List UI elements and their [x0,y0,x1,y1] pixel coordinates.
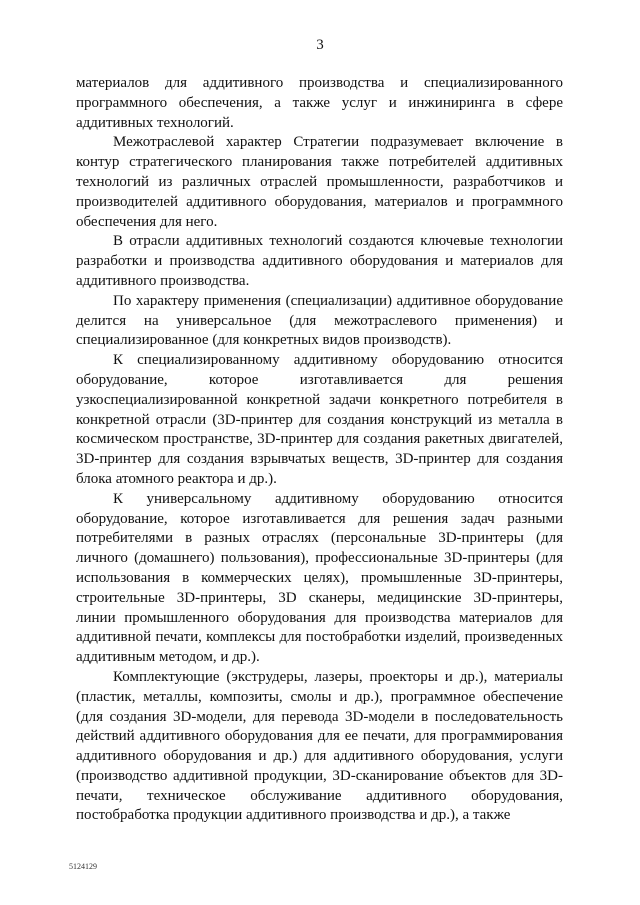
paragraph-1: материалов для аддитивного производства и специализированного программного обеспечения, а также услуг и инжиниринга в сфере аддитивных технологий. [76,75,563,131]
document-code: 5124129 [69,862,97,871]
body-text [76,74,563,826]
paragraph-5: К специализированному аддитивному оборудованию относится оборудование, которое изготавливается для решения узкоспециализированной конкретной задачи конкретного потребителя в конкретной отрасли (3D-принтер для создания конструкций из металла в космическом пространстве, 3D-принтер для создания ракетных двигателей, 3D-принтер для создания взрывчатых веществ, 3D-принтер для создания блока атомного реактора и др.). [76,352,563,487]
paragraph-7: Комплектующие (экструдеры, лазеры, проекторы и др.), материалы (пластик, металлы, композиты, смолы и др.), программное обеспечение (для создания 3D-модели, для перевода 3D-модели в последовательность действий аддитивного оборудования для ее печати, для программирования аддитивного оборудования и др.) для аддитивного оборудования, услуги (производство аддитивной продукции, 3D-сканирование объектов для 3D-печати, техническое обслуживание аддитивного оборудования, постобработка продукции аддитивного производства и др.), а также [76,668,563,824]
page-number: 3 [316,37,324,53]
paragraph-3: В отрасли аддитивных технологий создаются ключевые технологии разработки и производства аддитивного оборудования и материалов для аддитивного производства. [76,233,563,289]
paragraph-6: К универсальному аддитивному оборудованию относится оборудование, которое изготавливается для решения задач разными потребителями в разных отраслях (персональные 3D-принтеры (для личного (домашнего) пользования), профессиональные 3D-принтеры (для использования в коммерческих целях), промышленные 3D-принтеры, строительные 3D-принтеры, 3D сканеры, медицинские 3D-принтеры, линии промышленного оборудования для производства материалов для аддитивной печати, комплексы для постобработки изделий, произведенных аддитивным методом, и др.). [76,490,563,666]
paragraph-4: По характеру применения (специализации) аддитивное оборудование делится на универсальное (для межотраслевого применения) и специализированное (для конкретных видов производств). [76,292,563,349]
paragraph-2: Межотраслевой характер Стратегии подразумевает включение в контур стратегического планирования также потребителей аддитивных технологий из различных отраслей промышленности, разработчиков и производителей аддитивного оборудования, материалов и программного обеспечения для него. [76,134,563,230]
